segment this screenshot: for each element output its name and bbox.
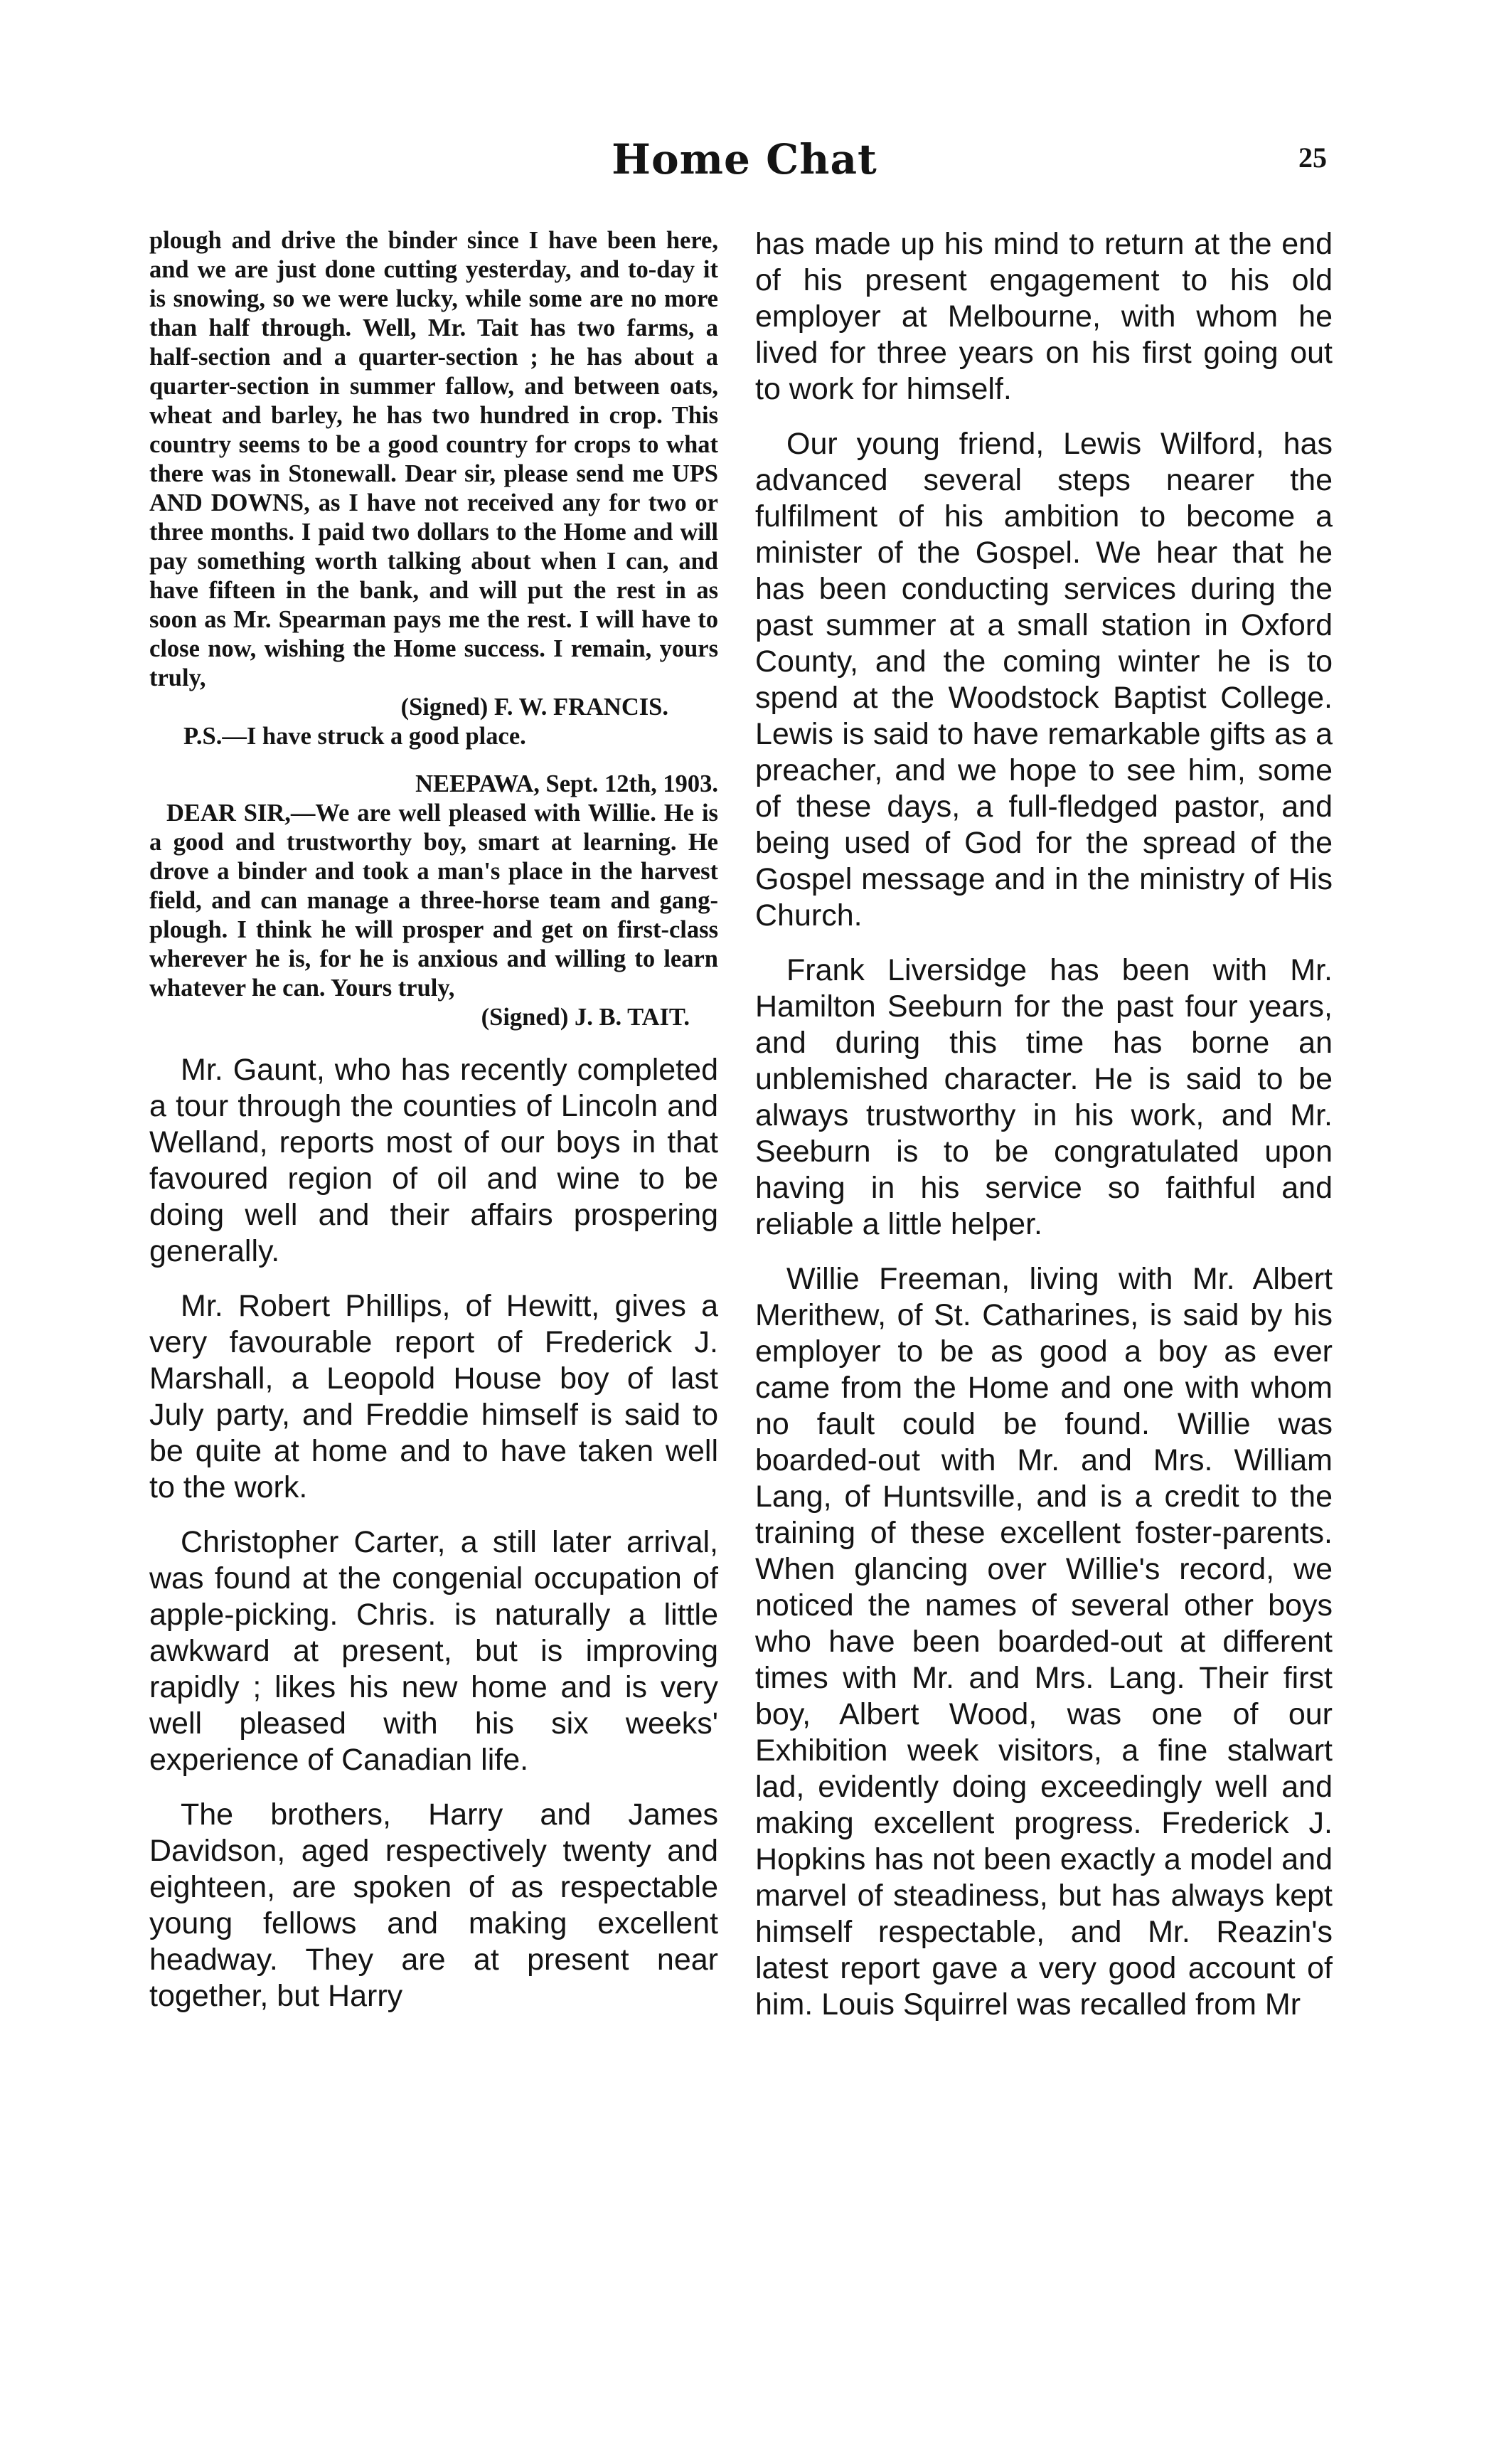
second-letter-signature: (Signed) J. B. TAIT.: [481, 1004, 690, 1031]
running-title: Home Chat: [612, 135, 877, 184]
paragraph: The brothers, Harry and James Davidson, aged respectively twenty and eighteen, are spoken of as respectable young fellows and making excellent headway. They are at present near together, but Harry: [149, 1797, 718, 2013]
paragraph: Frank Liversidge has been with Mr. Hamilton Seeburn for the past four years, and during this time has borne an unblemished character. He is said to be always trustworthy in his work, and Mr. Seeburn is to be congratulated upon having in his service so faithful and reliable a little helper.: [755, 953, 1333, 1241]
left-column: [149, 226, 718, 2033]
letter-postscript: P.S.—I have struck a good place.: [183, 723, 526, 750]
paragraph: Our young friend, Lewis Wilford, has advanced several steps nearer the fulfilment of his ambition to become a minister of the Gospel. We hear that he has been conducting services during the past summer at a small station in Oxford County, and the coming winter he is to spend at the Woodstock Baptist College. Lewis is said to have remarkable gifts as a preacher, and we hope to see him, some of these days, a full-fledged pastor, and being used of God for the spread of the Gospel message and in the ministry of His Church.: [755, 427, 1333, 933]
second-letter-dateline: NEEPAWA, Sept. 12th, 1903.: [415, 770, 718, 797]
paragraph: has made up his mind to return at the end of his present engagement to his old employer at Melbourne, with whom he lived for three years on his first going out to work for himself.: [755, 227, 1333, 406]
paragraph: Mr. Gaunt, who has recently completed a tour through the counties of Lincoln and Welland, reports most of our boys in that favoured region of oil and wine to be doing well and their affairs prospering generally.: [149, 1053, 718, 1268]
right-article-text: [755, 226, 1333, 2023]
letter-signature: (Signed) F. W. FRANCIS.: [400, 694, 668, 721]
letter-section: [149, 226, 718, 1032]
paragraph: Mr. Robert Phillips, of Hewitt, gives a very favourable report of Frederick J. Marshall, a Leopold House boy of last July party, and Freddie himself is said to be quite at home and to have taken well to the work.: [149, 1289, 718, 1504]
letter-body: plough and drive the binder since I have been here, and we are just done cutting yesterday, and to-day it is snowing, so we were lucky, while some are no more than half through. Well, Mr. Tait has two farms, a half-section and a quarter-section ; he has about a quarter-section in summer fallow, and between oats, wheat and barley, he has two hundred in crop. This country seems to be a good country for crops to what there was in Stonewall. Dear sir, please send me UPS AND DOWNS, as I have not received any for two or three months. I paid two dollars to the Home and will pay something worth talking about when I can, and have fifteen in the bank, and will put the rest in as soon as Mr. Spearman pays me the rest. I will have to close now, wishing the Home success. I remain, yours truly,: [149, 227, 718, 691]
left-article-text: [149, 1052, 718, 2014]
paragraph: Christopher Carter, a still later arrival, was found at the congenial occupation of apple-picking. Chris. is naturally a little awkward at present, but is improving rapidly ; likes his new home and is very well pleased with his six weeks' experience of Canadian life.: [149, 1525, 718, 1777]
second-letter-body: DEAR SIR,—We are well pleased with Willie. He is a good and trustworthy boy, smart at learning. He drove a binder and took a man's place in the harvest field, and can manage a three-horse team and gang-plough. I think he will prosper and get on first-class wherever he is, for he is anxious and willing to learn whatever he can. Yours truly,: [149, 800, 718, 1002]
right-column: [755, 226, 1333, 2041]
page-number: 25: [1298, 142, 1327, 174]
page-header: [0, 135, 1489, 185]
paragraph: Willie Freeman, living with Mr. Albert Merithew, of St. Catharines, is said by his employer to be as good a boy as ever came from the Home and one with whom no fault could be found. Willie was boarded-out with Mr. and Mrs. William Lang, of Huntsville, and is a credit to the training of these excellent foster-parents. When glancing over Willie's record, we noticed the names of several other boys who have been boarded-out at different times with Mr. and Mrs. Lang. Their first boy, Albert Wood, was one of our Exhibition week visitors, a fine stalwart lad, evidently doing exceedingly well and making excellent progress. Frederick J. Hopkins has not been exactly a model and marvel of steadiness, but has always kept himself respectable, and Mr. Reazin's latest report gave a very good account of him. Louis Squirrel was recalled from Mr: [755, 1262, 1333, 2022]
